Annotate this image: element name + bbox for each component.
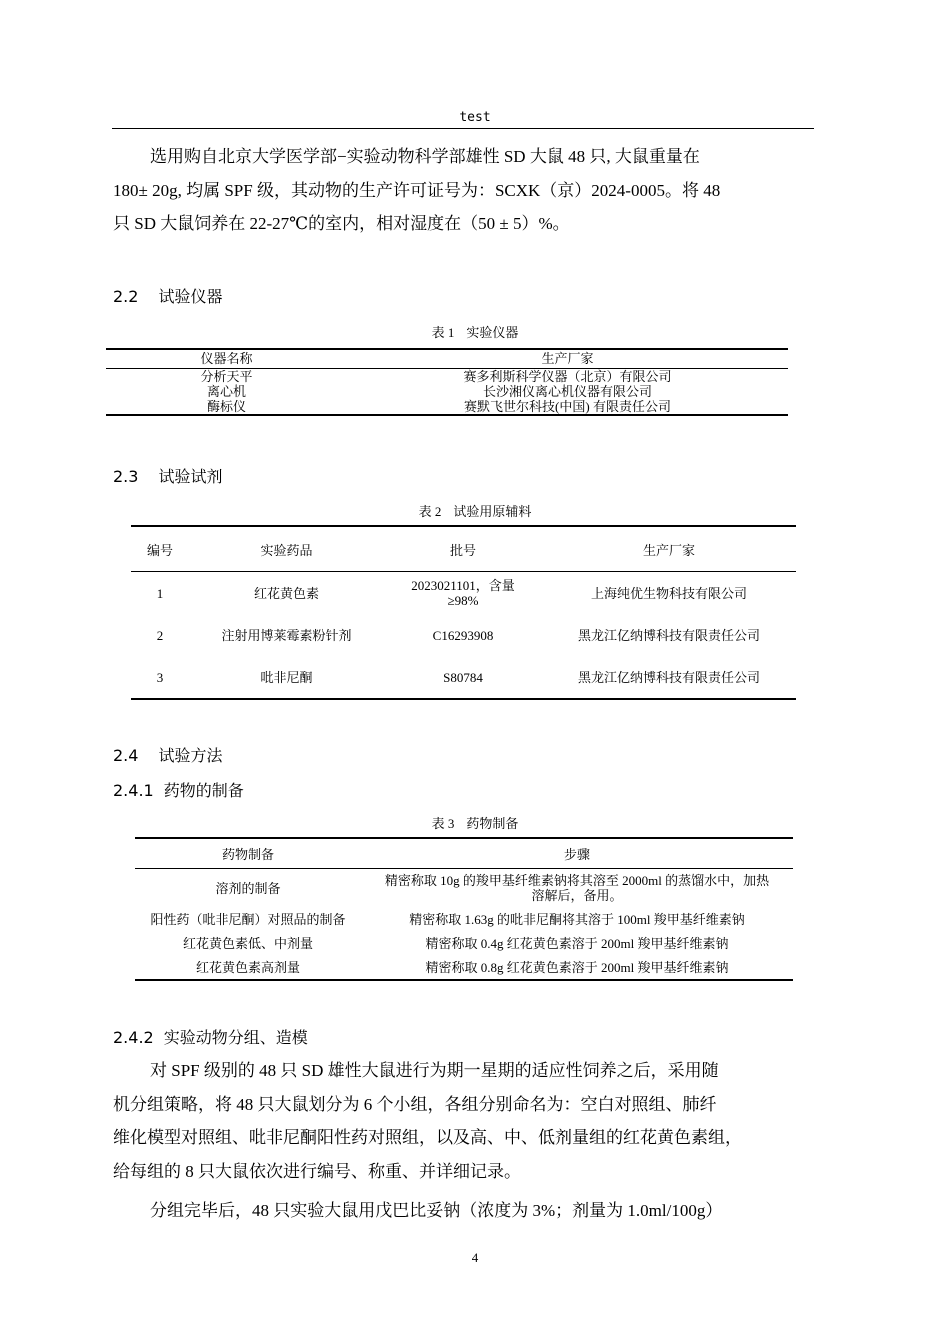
table-cell: 2 bbox=[156, 627, 164, 643]
column-header: 步骤 bbox=[361, 838, 793, 869]
paragraph-line: 给每组的 8 只大鼠依次进行编号、称重、并详细记录。 bbox=[113, 1161, 521, 1181]
table-row bbox=[135, 955, 793, 980]
caption-title: 实验仪器 bbox=[466, 325, 519, 340]
table-header-row bbox=[135, 838, 793, 869]
table-row bbox=[106, 384, 788, 399]
table1-caption bbox=[0, 322, 950, 341]
caption-number: 表 1 bbox=[431, 325, 455, 340]
batch-line: ≥98% bbox=[447, 593, 479, 608]
caption-title: 试验用原辅料 bbox=[453, 504, 532, 519]
drug-preparation-table bbox=[135, 837, 793, 981]
instrument-table bbox=[106, 348, 788, 416]
table-cell: 红花黄色素高剂量 bbox=[195, 959, 300, 975]
table-cell bbox=[384, 572, 542, 615]
page-header: test bbox=[459, 110, 491, 125]
section-heading-2-2 bbox=[113, 284, 222, 307]
step-line: 溶解后，备用。 bbox=[531, 888, 623, 903]
section-title: 试验方法 bbox=[158, 746, 223, 765]
section-number: 2.4 bbox=[113, 746, 139, 765]
table-row bbox=[135, 931, 793, 955]
table-cell bbox=[361, 869, 793, 908]
table-cell: 黑龙江亿纳博科技有限责任公司 bbox=[577, 669, 760, 685]
section-heading-2-4-2 bbox=[113, 1025, 308, 1048]
paragraph-line: 机分组策略，将 48 只大鼠划分为 6 个小组，各组分别命名为：空白对照组、肺纤 bbox=[113, 1094, 717, 1114]
section-title: 实验动物分组、造模 bbox=[163, 1028, 308, 1047]
paragraph-line: 对 SPF 级别的 48 只 SD 雄性大鼠进行为期一星期的适应性饲养之后，采用随 bbox=[150, 1061, 719, 1080]
table-cell: 溶剂的制备 bbox=[215, 880, 281, 896]
section-heading-2-4 bbox=[113, 743, 222, 766]
table-header-row bbox=[131, 526, 796, 572]
table-cell: 红花黄色素 bbox=[253, 585, 319, 601]
caption-number: 表 2 bbox=[418, 504, 442, 519]
table3-caption bbox=[0, 813, 950, 832]
paragraph-line: 分组完毕后，48 只实验大鼠用戊巴比妥钠（浓度为 3%；剂量为 1.0ml/100g） bbox=[150, 1201, 723, 1220]
step-line: 精密称取 10g 的羧甲基纤维素钠将其溶至 2000ml 的蒸馏水中，加热 bbox=[384, 873, 770, 888]
caption-number: 表 3 bbox=[431, 816, 455, 831]
paragraph-animals bbox=[113, 140, 815, 241]
table-cell: 酶标仪 bbox=[206, 399, 246, 414]
section-title: 试验试剂 bbox=[158, 467, 223, 486]
table-cell: 赛默飞世尔科技(中国) 有限责任公司 bbox=[464, 399, 671, 414]
paragraph-line: 180± 20g, 均属 SPF 级，其动物的生产许可证号为：SCXK（京）2024-0005。将 48 bbox=[113, 180, 721, 200]
caption-title: 药物制备 bbox=[466, 816, 519, 831]
table-row bbox=[106, 369, 788, 385]
table-cell: C16293908 bbox=[432, 627, 494, 643]
section-heading-2-3 bbox=[113, 464, 222, 487]
paragraph-line: 选用购自北京大学医学部−实验动物科学部雄性 SD 大鼠 48 只, 大鼠重量在 bbox=[150, 147, 700, 166]
table-cell: 注射用博莱霉素粉针剂 bbox=[221, 627, 352, 643]
reagent-table bbox=[131, 525, 796, 700]
page-number: 4 bbox=[471, 1250, 479, 1265]
table-cell: 1 bbox=[156, 585, 164, 601]
table-cell: 离心机 bbox=[206, 384, 246, 399]
table-cell: 阳性药（吡非尼酮）对照品的制备 bbox=[150, 911, 346, 927]
table-row bbox=[131, 656, 796, 699]
table-row bbox=[106, 399, 788, 415]
table-row bbox=[131, 572, 796, 615]
table-cell: 3 bbox=[156, 669, 164, 685]
paragraph-anesthesia bbox=[113, 1194, 815, 1228]
table-cell: S80784 bbox=[443, 669, 483, 685]
table-cell: 吡非尼酮 bbox=[260, 669, 313, 685]
table-cell: 精密称取 1.63g 的吡非尼酮将其溶于 100ml 羧甲基纤维素钠 bbox=[409, 911, 745, 927]
table-cell: 精密称取 0.4g 红花黄色素溶于 200ml 羧甲基纤维素钠 bbox=[425, 935, 729, 951]
table-cell: 上海纯优生物科技有限公司 bbox=[590, 585, 747, 601]
section-number: 2.3 bbox=[113, 467, 139, 486]
column-header: 编号 bbox=[131, 526, 189, 572]
column-header: 生产厂家 bbox=[347, 349, 788, 369]
section-number: 2.4.1 bbox=[113, 781, 154, 800]
paragraph-grouping bbox=[113, 1054, 815, 1188]
table-header-row bbox=[106, 349, 788, 369]
table-cell: 赛多利斯科学仪器（北京）有限公司 bbox=[463, 369, 672, 384]
section-title: 药物的制备 bbox=[163, 781, 244, 800]
table2-caption bbox=[0, 501, 950, 520]
column-header: 批号 bbox=[384, 526, 542, 572]
column-header: 药物制备 bbox=[135, 838, 361, 869]
batch-line: 2023021101，含量 bbox=[411, 578, 515, 593]
table-cell: 精密称取 0.8g 红花黄色素溶于 200ml 羧甲基纤维素钠 bbox=[425, 959, 729, 975]
section-number: 2.4.2 bbox=[113, 1028, 154, 1047]
section-title: 试验仪器 bbox=[158, 287, 223, 306]
table-row bbox=[135, 869, 793, 908]
table-cell: 长沙湘仪离心机仪器有限公司 bbox=[482, 384, 652, 399]
section-number: 2.2 bbox=[113, 287, 139, 306]
table-row bbox=[135, 907, 793, 931]
paragraph-line: 只 SD 大鼠饲养在 22-27℃的室内，相对湿度在（50 ± 5）%。 bbox=[113, 214, 570, 234]
table-cell: 红花黄色素低、中剂量 bbox=[182, 935, 313, 951]
column-header: 生产厂家 bbox=[542, 526, 796, 572]
table-cell: 黑龙江亿纳博科技有限责任公司 bbox=[577, 627, 760, 643]
table-row bbox=[131, 614, 796, 656]
paragraph-line: 维化模型对照组、吡非尼酮阳性药对照组，以及高、中、低剂量组的红花黄色素组， bbox=[113, 1128, 742, 1148]
section-heading-2-4-1 bbox=[113, 778, 244, 801]
table-cell: 分析天平 bbox=[200, 369, 253, 384]
header-rule bbox=[112, 128, 814, 129]
column-header: 实验药品 bbox=[189, 526, 384, 572]
column-header: 仪器名称 bbox=[106, 349, 347, 369]
